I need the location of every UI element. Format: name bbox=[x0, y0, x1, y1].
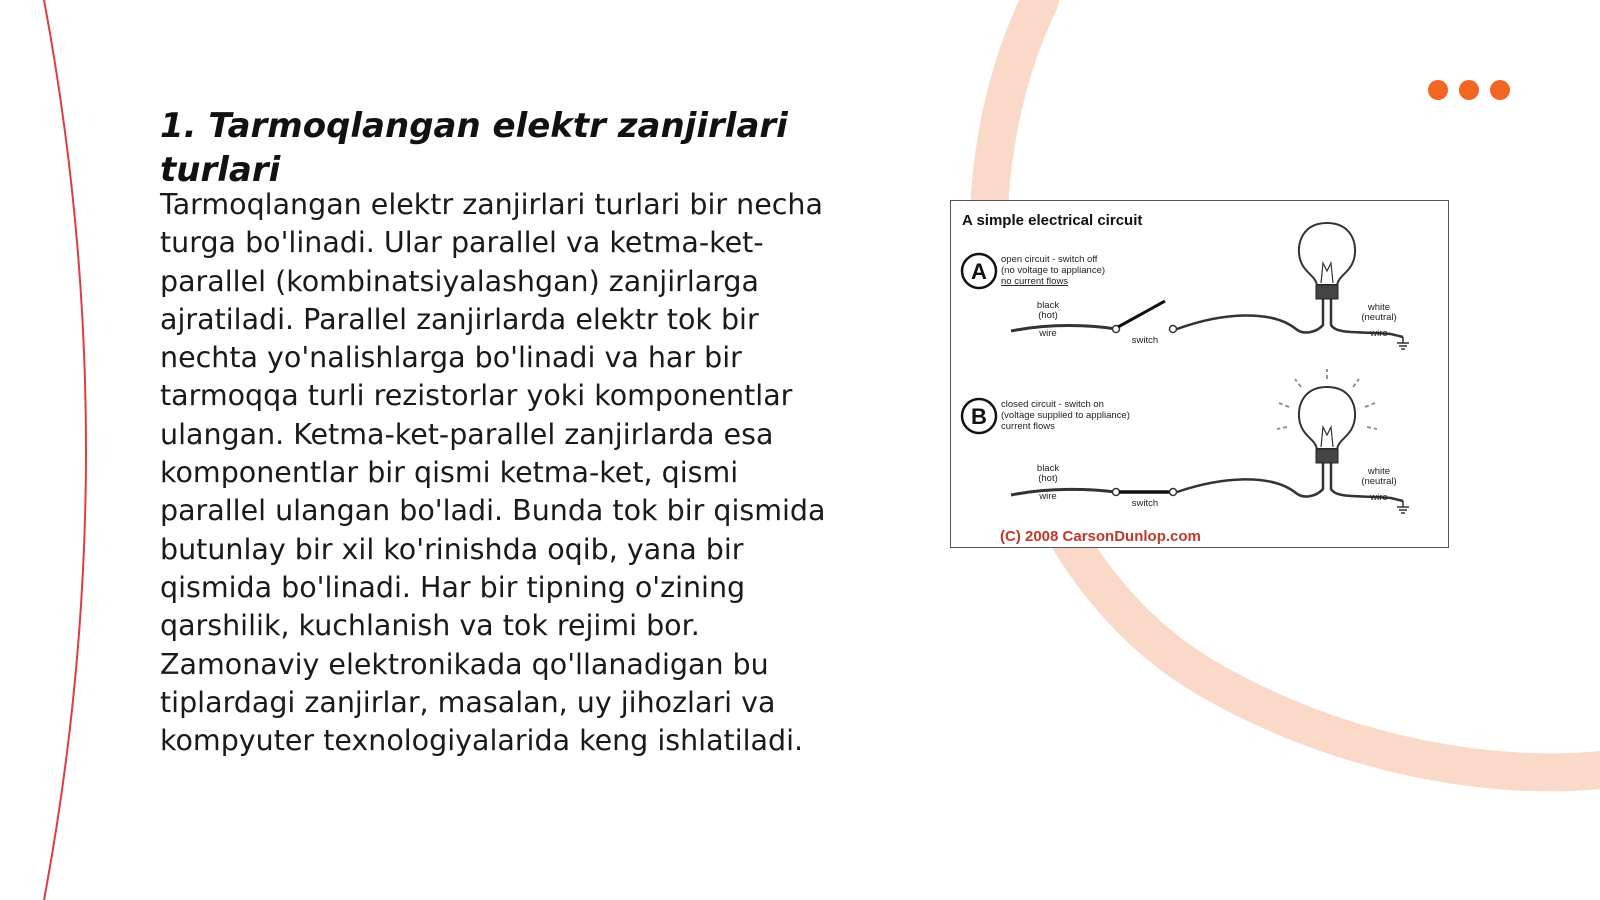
panel-a-white-wire-label: wire bbox=[1370, 328, 1388, 339]
panel-b-caption-1: closed circuit - switch on bbox=[1001, 399, 1104, 410]
circuit-figure bbox=[950, 200, 1449, 548]
panel-b-white-label: white bbox=[1367, 466, 1391, 477]
copyright-text: (C) 2008 CarsonDunlop.com bbox=[1000, 528, 1201, 545]
panel-a-white-label: white bbox=[1367, 302, 1391, 313]
slide-body-text: Tarmoqlangan elektr zanjirlari turlari bir necha turga bo'linadi. Ular parallel va ketma-ket-parallel (kombinatsiyalashgan) zanjirlarga ajratiladi. Parallel zanjirlarda elektr tok bir nechta yo'nalishlarga bo'linadi va har bir tarmoqqa turli rezistorlar yoki komponentlar ulangan. Ketma-ket-parallel zanjirlarda esa komponentlar bir qismi ketma-ket, qismi parallel ulangan bo'ladi. Bunda tok bir qismida butunlay bir xil ko'rinishda oqib, yana bir qismida bo'linadi. Har bir tipning o'zining qarshilik, kuchlanish va tok rejimi bor. Zamonaviy elektronikada qo'llanadigan bu tiplardagi zanjirlar, masalan, uy jihozlari va kompyuter texnologiyalarida keng ishlatiladi. bbox=[160, 188, 826, 758]
panel-a-black-label: black bbox=[1036, 300, 1060, 311]
panel-a-switch-lever bbox=[1118, 301, 1165, 327]
panel-b-bulb-lit bbox=[1277, 369, 1377, 463]
panel-b-caption-3: current flows bbox=[1001, 421, 1055, 432]
panel-b-hot-wire bbox=[1011, 489, 1116, 495]
panel-a-lamp-wire bbox=[1177, 297, 1323, 332]
panel-b-black-label: black bbox=[1036, 463, 1060, 474]
panel-b-switch-contact bbox=[1113, 489, 1120, 496]
panel-b-letter: B bbox=[971, 404, 987, 429]
circuit-diagram bbox=[951, 201, 1448, 547]
panel-a-neutral-label: (neutral) bbox=[1361, 312, 1397, 323]
panel-a-caption-1: open circuit - switch off bbox=[1001, 254, 1098, 265]
panel-a-switch-label: switch bbox=[1131, 335, 1159, 346]
dot bbox=[1459, 80, 1479, 100]
panel-a-switch-contact bbox=[1170, 326, 1177, 333]
slide-title: 1. Tarmoqlangan elektr zanjirlari turlari bbox=[160, 106, 788, 190]
panel-a-caption-3: no current flows bbox=[1001, 276, 1069, 287]
panel-b-lamp-wire bbox=[1177, 463, 1323, 496]
panel-b-caption-2: (voltage supplied to appliance) bbox=[1001, 410, 1130, 421]
panel-a-hot-label: (hot) bbox=[1038, 310, 1058, 321]
panel-b-switch-contact bbox=[1170, 489, 1177, 496]
figure-title: A simple electrical circuit bbox=[962, 212, 1143, 229]
panel-a-bulb bbox=[1299, 223, 1355, 299]
panel-b-wire-label: wire bbox=[1039, 491, 1057, 502]
decorative-dots bbox=[1428, 80, 1510, 100]
panel-a-letter: A bbox=[971, 259, 987, 284]
dot bbox=[1490, 80, 1510, 100]
panel-b-white-wire-label: wire bbox=[1370, 492, 1388, 503]
panel-b-neutral-label: (neutral) bbox=[1361, 476, 1397, 487]
panel-a-wire-label: wire bbox=[1039, 328, 1057, 339]
panel-b-switch-label: switch bbox=[1131, 498, 1159, 509]
panel-a-hot-wire bbox=[1011, 326, 1116, 332]
dot bbox=[1428, 80, 1448, 100]
panel-b-hot-label: (hot) bbox=[1038, 473, 1058, 484]
left-border-curve bbox=[44, 0, 86, 900]
panel-a-caption-2: (no voltage to appliance) bbox=[1001, 265, 1106, 276]
